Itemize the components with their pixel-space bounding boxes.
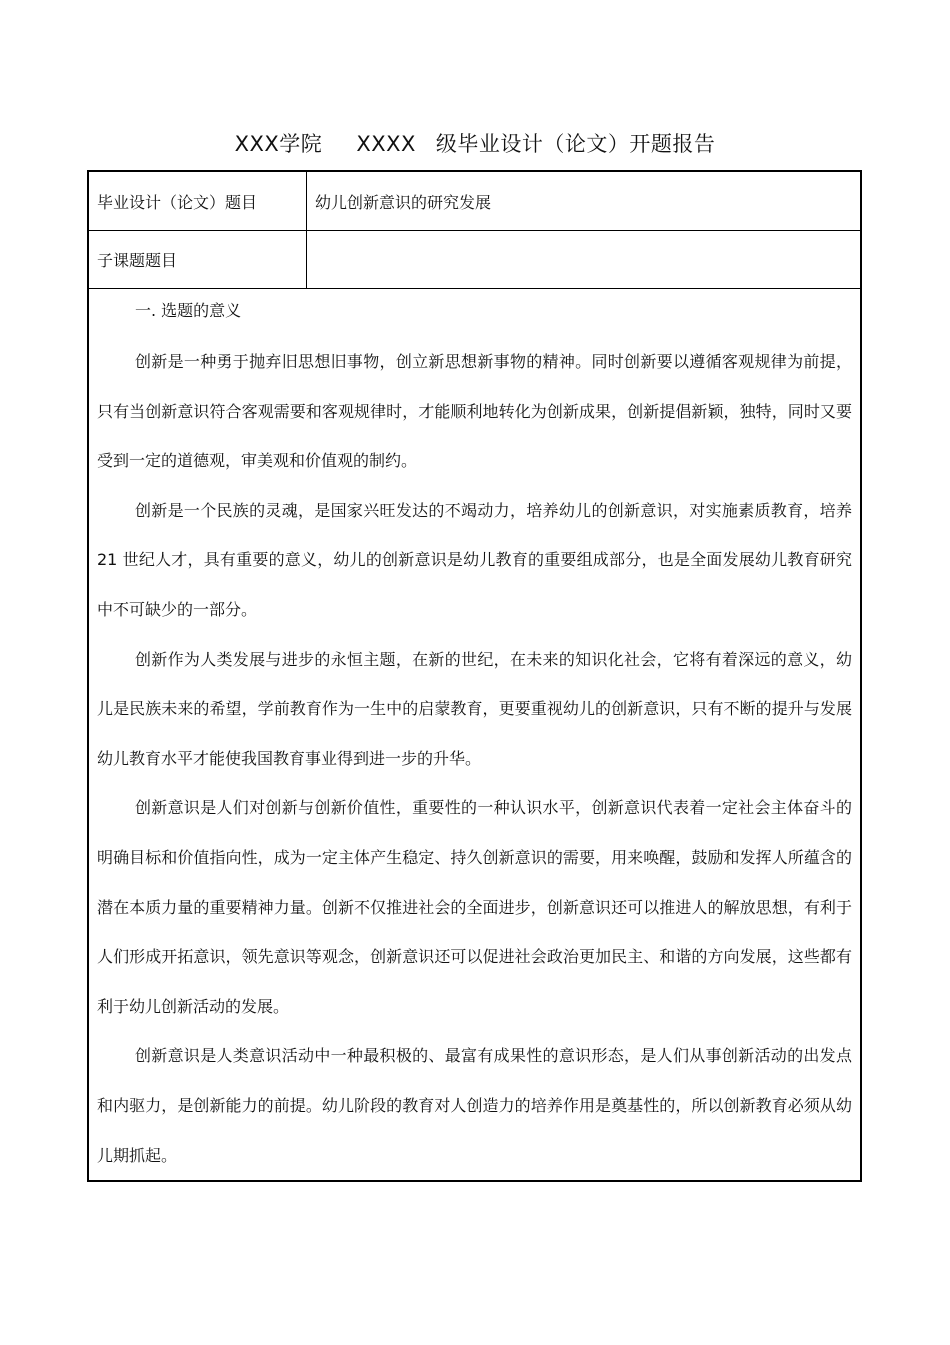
proposal-form [87, 170, 862, 1182]
thesis-title-row [89, 172, 860, 231]
paragraph: 创新是一个民族的灵魂，是国家兴旺发达的不竭动力，培养幼儿的创新意识，对实施素质教育，培养 21 世纪人才，具有重要的意义，幼儿的创新意识是幼儿教育的重要组成部分，也是全面发展幼儿教育研究中不可缺少的一部分。 [97, 500, 852, 619]
thesis-title-label: 毕业设计（论文）题目 [89, 172, 307, 230]
paragraph: 创新是一种勇于抛弃旧思想旧事物，创立新思想新事物的精神。同时创新要以遵循客观规律为前提，只有当创新意识符合客观需要和客观规律时，才能顺利地转化为创新成果，创新提倡新颖，独特，同时又要受到一定的道德观，审美观和价值观的制约。 [97, 352, 852, 471]
subtopic-value [307, 231, 860, 288]
subtopic-row [89, 231, 860, 289]
paragraph: 创新意识是人们对创新与创新价值性，重要性的一种认识水平，创新意识代表着一定社会主体奋斗的明确目标和价值指向性，成为一定主体产生稳定、持久创新意识的需要，用来唤醒，鼓励和发挥人所蕴含的潜在本质力量的重要精神力量。创新不仅推进社会的全面进步，创新意识还可以推进人的解放思想，有利于人们形成开拓意识，领先意识等观念，创新意识还可以促进社会政治更加民主、和谐的方向发展，这些都有利于幼儿创新活动的发展。 [97, 798, 852, 1016]
report-title: 级毕业设计（论文）开题报告 [435, 132, 716, 156]
paragraph: 创新作为人类发展与进步的永恒主题，在新的世纪，在未来的知识化社会，它将有着深远的意义，幼儿是民族未来的希望，学前教育作为一生中的启蒙教育，更要重视幼儿的创新意识，只有不断的提升与发展幼儿教育水平才能使我国教育事业得到进一步的升华。 [97, 649, 852, 768]
thesis-title-value: 幼儿创新意识的研究发展 [315, 192, 492, 212]
section-heading: 一. 选题的意义 [135, 301, 242, 320]
subtopic-label: 子课题题目 [89, 231, 307, 288]
paragraph: 创新意识是人类意识活动中一种最积极的、最富有成果性的意识形态，是人们从事创新活动的出发点和内驱力，是创新能力的前提。幼儿阶段的教育对人创造力的培养作用是奠基性的，所以创新教育必须从幼儿期抓起。 [97, 1046, 852, 1165]
page-title [0, 128, 950, 158]
year-placeholder: XXXX [356, 132, 416, 156]
college-name: XXX学院 [234, 132, 323, 156]
content-area [89, 289, 860, 1180]
